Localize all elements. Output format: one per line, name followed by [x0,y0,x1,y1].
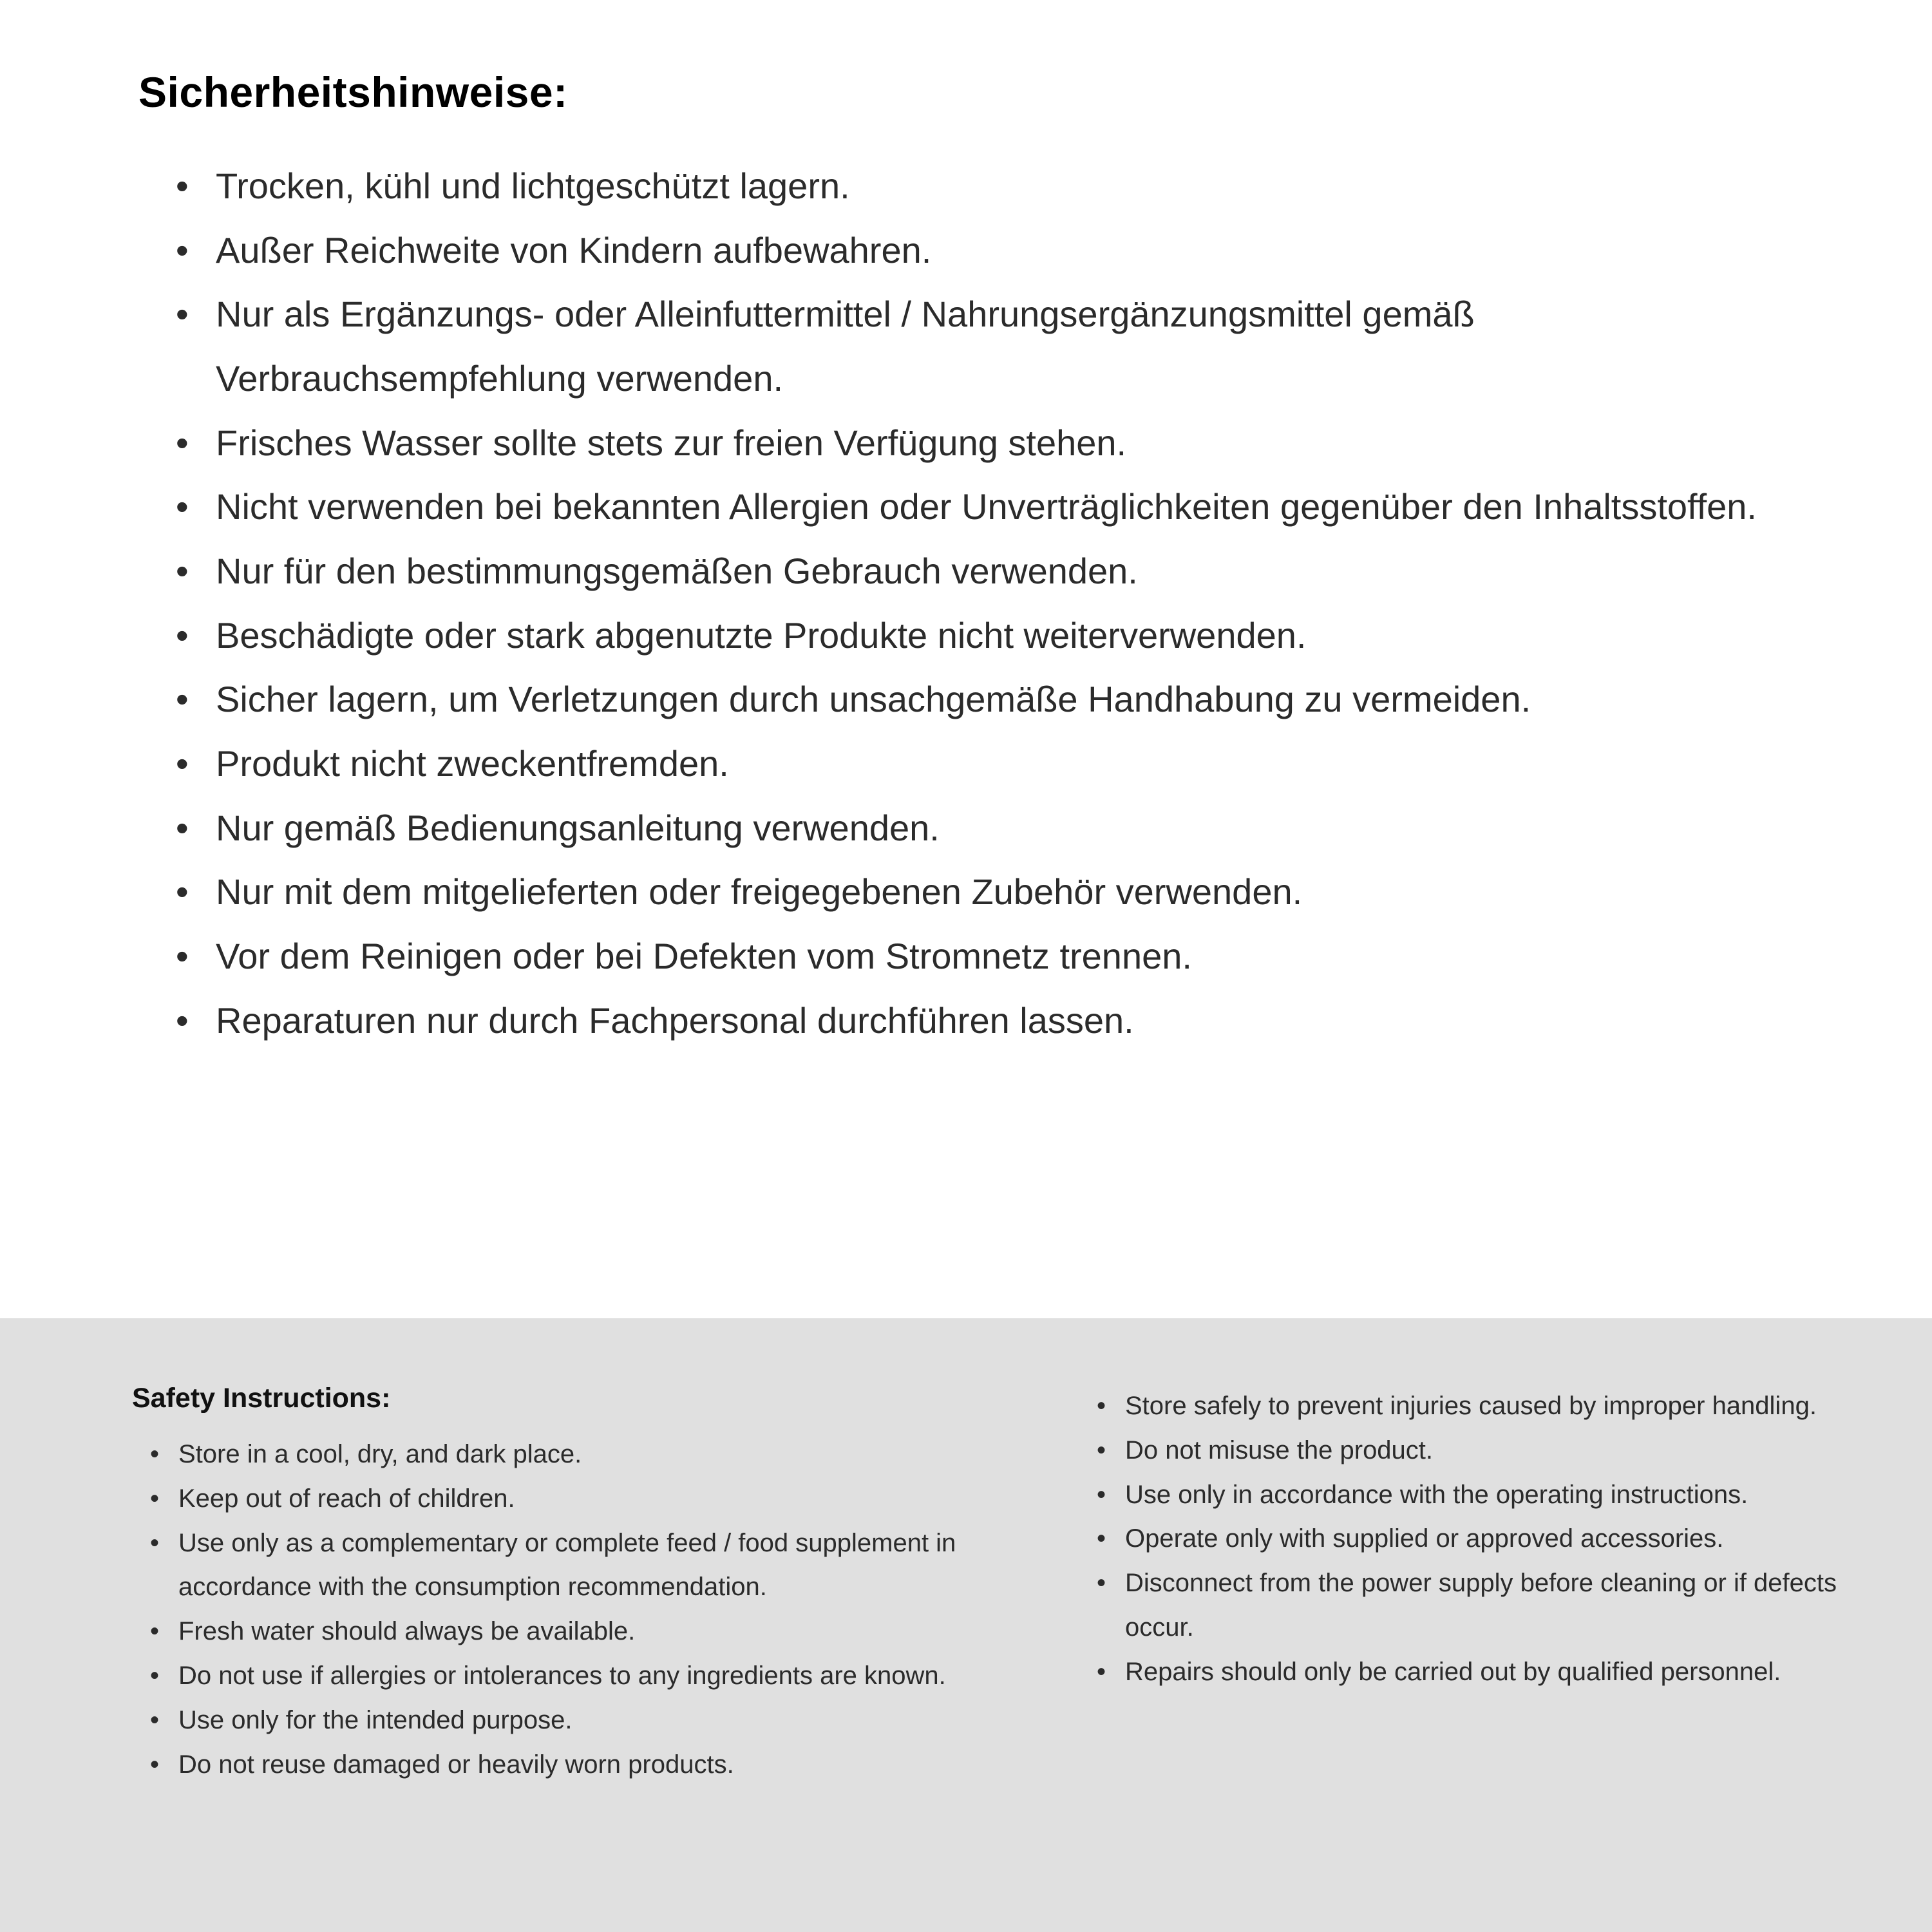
english-instruction-item: • Store safely to prevent injuries caused by improper handling. [1097,1384,1903,1428]
german-section-heading: Sicherheitshinweise: [138,68,568,116]
english-instruction-item: • Operate only with supplied or approved accessories. [1097,1517,1903,1561]
english-instruction-item: • Do not misuse the product. [1097,1428,1903,1473]
german-instruction-item: • Produkt nicht zweckentfremden. [176,732,1823,796]
english-safety-section [0,1318,1932,1932]
german-instruction-item: • Nur mit dem mitgelieferten oder freigegebenen Zubehör verwenden. [176,860,1823,924]
german-instruction-item: • Beschädigte oder stark abgenutzte Produkte nicht weiterverwenden. [176,603,1823,668]
german-instruction-list [138,154,1823,1052]
english-instruction-list-left [132,1432,1027,1786]
english-instruction-item: • Do not use if allergies or intolerances to any ingredients are known. [150,1654,1027,1698]
english-section-heading: Safety Instructions: [132,1383,391,1414]
german-instruction-item: • Nur für den bestimmungsgemäßen Gebrauch verwenden. [176,539,1823,603]
german-instruction-item: • Sicher lagern, um Verletzungen durch unsachgemäße Handhabung zu vermeiden. [176,667,1823,732]
english-instruction-item: • Use only in accordance with the operating instructions. [1097,1473,1903,1517]
english-instruction-item: • Keep out of reach of children. [150,1477,1027,1521]
english-instruction-item: • Store in a cool, dry, and dark place. [150,1432,1027,1477]
german-instruction-item: • Reparaturen nur durch Fachpersonal durchführen lassen. [176,989,1823,1053]
english-instruction-item: • Use only as a complementary or complete feed / food supplement in accordance with the consumption recommendation. [150,1521,1027,1610]
english-instruction-item: • Use only for the intended purpose. [150,1698,1027,1743]
german-instruction-item: • Frisches Wasser sollte stets zur freien Verfügung stehen. [176,411,1823,475]
english-instruction-item: • Do not reuse damaged or heavily worn products. [150,1743,1027,1787]
german-instruction-item: • Vor dem Reinigen oder bei Defekten vom Stromnetz trennen. [176,924,1823,989]
english-instruction-item: • Repairs should only be carried out by qualified personnel. [1097,1650,1903,1694]
english-instruction-item: • Disconnect from the power supply before cleaning or if defects occur. [1097,1561,1903,1650]
english-instruction-item: • Fresh water should always be available. [150,1609,1027,1654]
german-instruction-item: • Nicht verwenden bei bekannten Allergien oder Unverträglichkeiten gegenüber den Inhaltsstoffen. [176,475,1823,539]
german-instruction-item: • Außer Reichweite von Kindern aufbewahren. [176,218,1823,283]
german-instruction-item: • Trocken, kühl und lichtgeschützt lagern. [176,154,1823,218]
english-right-column [1079,1383,1903,1893]
english-instruction-list-right [1079,1384,1903,1694]
english-left-column [132,1383,1027,1893]
german-instruction-item: • Nur gemäß Bedienungsanleitung verwenden. [176,796,1823,860]
german-instruction-item: • Nur als Ergänzungs- oder Alleinfuttermittel / Nahrungsergänzungsmittel gemäß Verbrauchsempfehlung verwenden. [176,282,1823,410]
